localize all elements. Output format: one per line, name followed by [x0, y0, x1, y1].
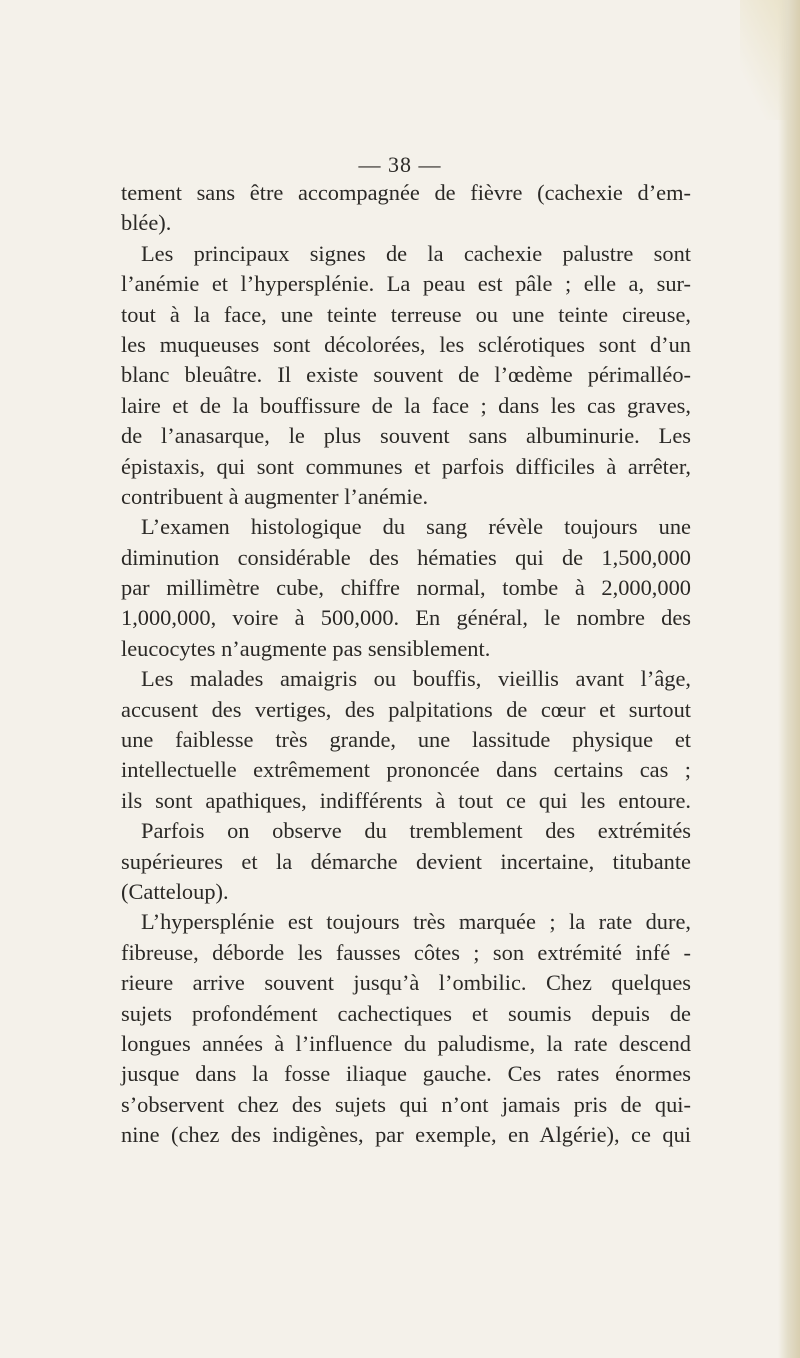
- text-line: fibreuse, déborde les fausses côtes ; son extrémité infé -: [121, 939, 691, 965]
- text-line: de l’anasarque, le plus souvent sans albuminurie. Les: [121, 423, 691, 449]
- text-line: rieure arrive souvent jusqu’à l’ombilic. Chez quelques: [121, 970, 691, 996]
- text-line: intellectuelle extrêmement prononcée dans certains cas ;: [121, 757, 691, 783]
- text-line: une faiblesse très grande, une lassitude physique et: [121, 727, 691, 753]
- text-line: tement sans être accompagnée de fièvre (cachexie d’em-: [121, 180, 691, 205]
- text-line: L’hypersplénie est toujours très marquée ; la rate dure,: [141, 909, 691, 935]
- text-line: s’observent chez des sujets qui n’ont jamais pris de qui-: [121, 1091, 691, 1117]
- text-line: leucocytes n’augmente pas sensiblement.: [121, 635, 491, 661]
- text-line: les muqueuses sont décolorées, les sclérotiques sont d’un: [121, 331, 691, 357]
- page-number: — 38 —: [358, 152, 442, 177]
- text-line: ils sont apathiques, indifférents à tout ce qui les entoure.: [121, 787, 691, 813]
- text-line: contribuent à augmenter l’anémie.: [121, 483, 429, 509]
- text-line: nine (chez des indigènes, par exemple, en Algérie), ce qui: [121, 1122, 691, 1148]
- text-line: épistaxis, qui sont communes et parfois difficiles à arrêter,: [121, 453, 691, 479]
- text-line: sujets profondément cachectiques et soumis depuis de: [121, 1000, 691, 1026]
- text-line: par millimètre cube, chiffre normal, tombe à 2,000,000: [121, 575, 691, 601]
- text-line: laire et de la bouffissure de la face ; dans les cas graves,: [121, 392, 691, 418]
- text-line: Les principaux signes de la cachexie palustre sont: [141, 240, 691, 266]
- text-line: longues années à l’influence du paludisme, la rate descend: [121, 1030, 691, 1056]
- body-text: [121, 178, 691, 1151]
- text-line: L’examen histologique du sang révèle toujours une: [141, 514, 691, 540]
- text-line: Les malades amaigris ou bouffis, vieillis avant l’âge,: [141, 666, 691, 692]
- text-line: tout à la face, une teinte terreuse ou une teinte cireuse,: [121, 301, 691, 327]
- text-line: blée).: [121, 210, 172, 236]
- text-line: 1,000,000, voire à 500,000. En général, le nombre des: [121, 605, 691, 631]
- page-edge-shadow: [778, 0, 800, 1358]
- text-line: jusque dans la fosse iliaque gauche. Ces rates énormes: [121, 1061, 691, 1087]
- text-line: supérieures et la démarche devient incertaine, titubante: [121, 848, 691, 874]
- text-line: (Catteloup).: [121, 878, 229, 904]
- text-line: diminution considérable des hématies qui de 1,500,000: [121, 544, 691, 570]
- text-line: blanc bleuâtre. Il existe souvent de l’œdème périmalléo-: [121, 362, 691, 388]
- text-line: l’anémie et l’hypersplénie. La peau est pâle ; elle a, sur-: [121, 271, 691, 297]
- text-line: Parfois on observe du tremblement des extrémités: [141, 818, 691, 844]
- text-line: accusent des vertiges, des palpitations de cœur et surtout: [121, 696, 691, 722]
